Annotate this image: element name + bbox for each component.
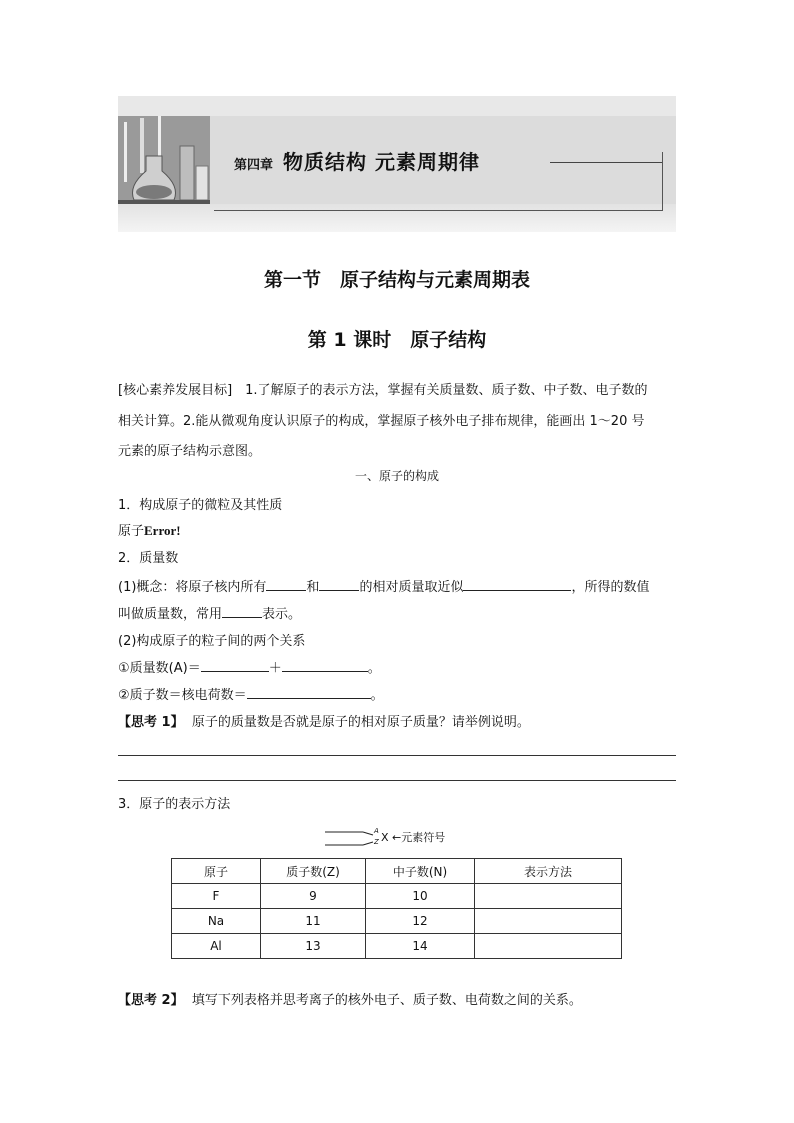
item1-label: 原子: [118, 524, 145, 539]
chapter-label: 第四章: [234, 158, 274, 173]
table-row: [172, 934, 622, 959]
think1-text: 原子的质量数是否就是原子的相对原子质量？请举例说明。: [191, 715, 530, 730]
blank-4[interactable]: [222, 604, 262, 618]
answer-line-1[interactable]: [118, 755, 676, 756]
cell-neutrons: 10: [366, 884, 475, 909]
banner-top-band: [118, 96, 676, 116]
think2: [118, 989, 582, 1008]
atomic-number-symbol: Z: [374, 838, 379, 846]
think2-text: 填写下列表格并思考离子的核外电子、质子数、电荷数之间的关系。: [191, 993, 582, 1008]
cell-neutrons: 12: [366, 909, 475, 934]
cell-atom: Na: [172, 909, 261, 934]
rel2-text-b: 。: [370, 688, 384, 703]
element-symbol-label: X ←元素符号: [381, 831, 446, 844]
answer-line-2[interactable]: [118, 780, 676, 781]
concept-text-a: (1)概念：将原子核内所有: [118, 580, 267, 595]
section-title: 第一节 原子结构与元素周期表: [263, 269, 530, 291]
notation-arrows: [325, 826, 381, 850]
chapter-rule: [550, 162, 662, 163]
item2-heading: 2．质量数: [118, 551, 179, 566]
part-heading: 一、原子的构成: [354, 469, 439, 483]
concept-line-2: [118, 603, 301, 622]
concept2-text-a: 叫做质量数，常用: [118, 607, 223, 622]
item1-text: [118, 520, 181, 539]
cell-protons: 9: [261, 884, 366, 909]
header-notation: 表示方法: [475, 859, 622, 884]
goals-line-3: 元素的原子结构示意图。: [118, 444, 262, 459]
atom-table: [171, 858, 622, 959]
relations-heading: (2)构成原子的粒子间的两个关系: [118, 634, 306, 649]
table-row: [172, 909, 622, 934]
chapter-title: 物质结构 元素周期律: [283, 150, 480, 174]
table-header-row: [172, 859, 622, 884]
cell-notation[interactable]: [475, 934, 622, 959]
blank-1[interactable]: [266, 577, 306, 591]
rel1-text-a: ①质量数(A)＝: [118, 661, 201, 676]
table-row: [172, 884, 622, 909]
rel1-text-c: 。: [367, 661, 381, 676]
rel1-text-b: ＋: [268, 661, 282, 676]
goals-line-2: 相关计算。2.能从微观角度认识原子的构成，掌握原子核外电子排布规律，能画出 1～20 号: [118, 414, 645, 429]
blank-2[interactable]: [319, 577, 359, 591]
cell-protons: 11: [261, 909, 366, 934]
concept2-text-b: 表示。: [262, 607, 302, 622]
concept-text-c: 的相对质量取近似: [359, 580, 464, 595]
relation-2: [118, 684, 384, 703]
concept-text-b: 和: [306, 580, 320, 595]
blank-6[interactable]: [282, 658, 368, 672]
cell-neutrons: 14: [366, 934, 475, 959]
item1-heading: 1．构成原子的微粒及其性质: [118, 498, 283, 513]
chapter-banner: [118, 96, 676, 232]
cell-protons: 13: [261, 934, 366, 959]
cell-atom: Al: [172, 934, 261, 959]
blank-3[interactable]: [463, 577, 571, 591]
blank-7[interactable]: [247, 685, 371, 699]
lab-glassware-image: [118, 116, 210, 204]
goals-line-1: [核心素养发展目标] 1.了解原子的表示方法，掌握有关质量数、质子数、中子数、电子数的: [118, 383, 648, 398]
think1: [118, 711, 530, 730]
cell-atom: F: [172, 884, 261, 909]
think2-tag: 【思考 2】: [118, 993, 184, 1008]
cell-notation[interactable]: [475, 884, 622, 909]
notation-diagram: [325, 826, 475, 850]
cell-notation[interactable]: [475, 909, 622, 934]
header-protons: 质子数(Z): [261, 859, 366, 884]
header-atom: 原子: [172, 859, 261, 884]
item3-heading: 3．原子的表示方法: [118, 797, 231, 812]
concept-text-d: ，所得的数值: [571, 580, 650, 595]
relation-1: [118, 657, 381, 676]
lesson-title: 第 1 课时 原子结构: [307, 329, 487, 351]
mass-number-symbol: A: [374, 827, 379, 835]
blank-5[interactable]: [201, 658, 269, 672]
error-text: Error!: [144, 523, 181, 538]
chapter-heading: [234, 146, 480, 175]
think1-tag: 【思考 1】: [118, 715, 184, 730]
concept-line-1: [118, 576, 649, 595]
header-neutrons: 中子数(N): [366, 859, 475, 884]
rel2-text-a: ②质子数＝核电荷数＝: [118, 688, 247, 703]
